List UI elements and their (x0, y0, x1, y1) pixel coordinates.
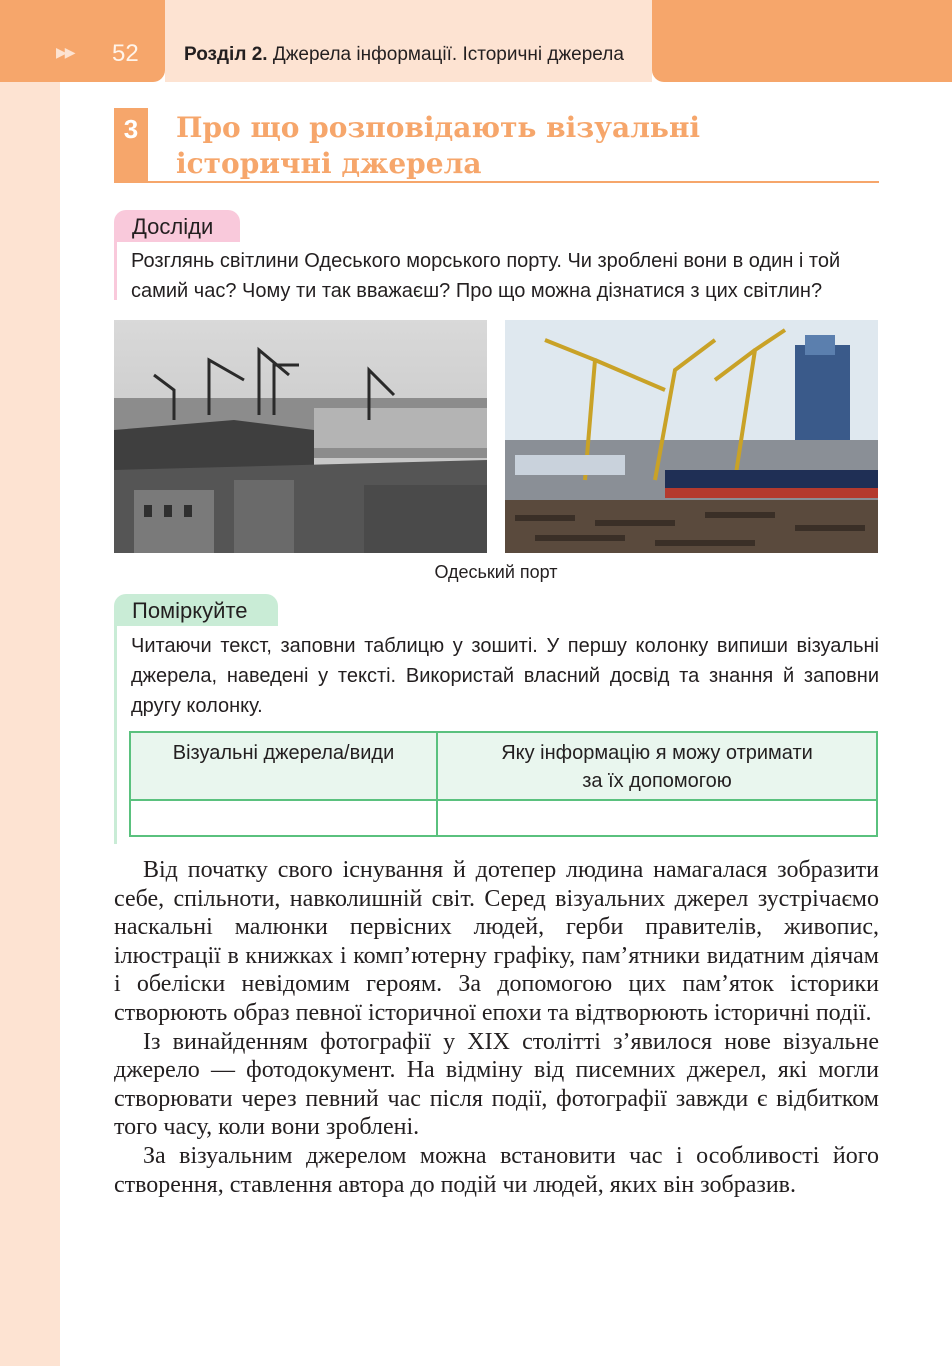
header-right-block (652, 0, 952, 82)
paragraph-1: Від початку свого існування й дотепер людина намагалася зобразити себе, спільноти, навколишній світ. Серед візуальних джерел зустрічаємо наскальні малюнки первісних людей, герби правителів, живопис, ілюстрації в книжках і комп’ютерну графіку, пам’ятники видатним діячам і обеліски невідомим героям. За допомогою цих пам’яток історики створюють образ певної історичної епохи та відтворюють історичні події. (114, 857, 879, 1026)
chapter-title: Джерела інформації. Історичні джерела (272, 44, 624, 65)
think-text: Читаючи текст, заповни таблицю у зошиті. У першу колонку випиши візуальні джерела, наведені у тексті. Використай власний досвід та знання й заповни другу колонку. (131, 635, 879, 717)
explore-bar (114, 242, 117, 300)
table-header-col1: Візуальні джерела/види (172, 742, 395, 764)
explore-tab: Досліди (114, 210, 240, 242)
sources-table (129, 731, 878, 837)
page-margin-strip (0, 0, 60, 1366)
paragraph-3: За візуальним джерелом можна встановити час і особливості його створення, ставлення автора до подій чи людей, яких він зобразив. (114, 1142, 879, 1198)
section-title-line1: Про що розповідають візуальні (176, 111, 701, 144)
explore-text-line2: самий час? Чому ти так вважаєш? Про що можна дізнатися з цих світлин? (131, 280, 823, 302)
explore-text-line1: Розглянь світлини Одеського морського порту. Чи зроблені вони в один і той (131, 250, 841, 272)
old-port-photo (114, 320, 487, 553)
table-header-col2-line2: за їх допомогою (582, 770, 732, 792)
explore-text (131, 246, 881, 306)
running-head (184, 44, 624, 66)
photo-caption: Одеський порт (434, 562, 558, 582)
section-number: 3 (114, 108, 148, 182)
double-arrow-icon: ▶▶ (56, 44, 74, 60)
table-header-col2 (438, 739, 876, 795)
paragraph-2: Із винайденням фотографії у XIX столітті з’явилося нове візуальне джерело — фотодокумент. На відміну від писемних джерел, які могли створювати через певний час після події, фотографії завжди є відбитком того часу, коли вони зроблені. (114, 1028, 879, 1141)
header-left-block (0, 0, 165, 82)
body-text (114, 856, 879, 1199)
chapter-label: Розділ 2. (184, 44, 268, 65)
think-bar (114, 626, 117, 844)
table-header-col2-line1: Яку інформацію я можу отримати (501, 742, 813, 764)
section-title-line2: історичні джерела (176, 147, 482, 180)
think-tab: Поміркуйте (114, 594, 278, 626)
header-band (165, 0, 652, 82)
section-title (176, 110, 736, 182)
section-rule (114, 181, 879, 183)
page-number: 52 (112, 40, 139, 67)
new-port-photo (505, 320, 878, 553)
